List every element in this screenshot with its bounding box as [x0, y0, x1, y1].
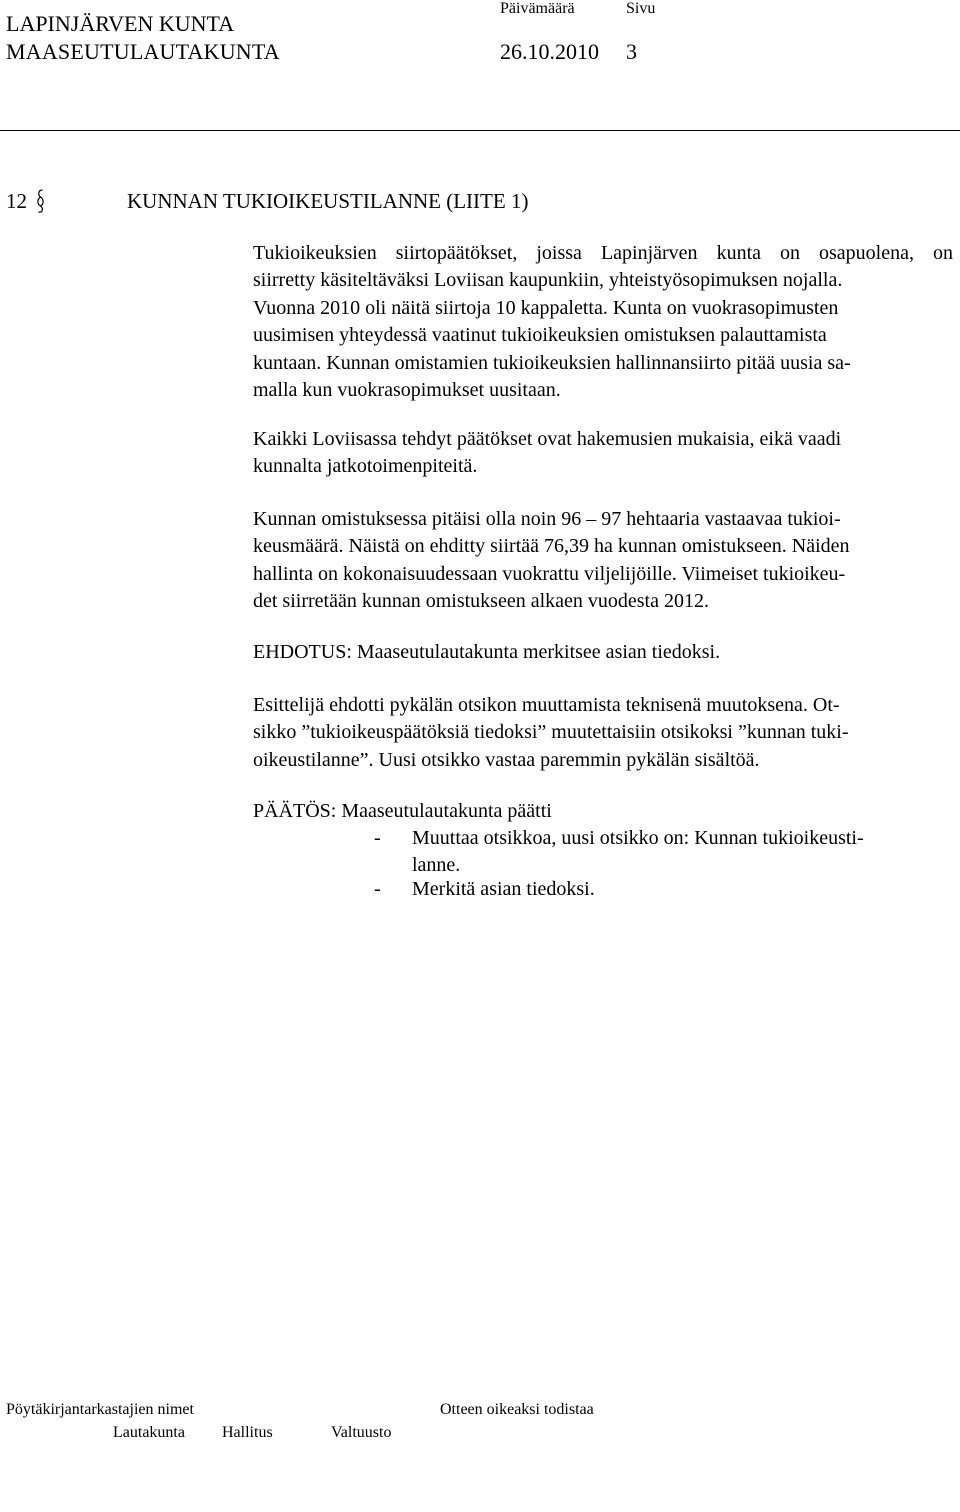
text-line: siirretty käsiteltäväksi Loviisan kaupunkiin, yhteistyösopimuksen nojalla.	[253, 269, 843, 292]
verifiers-label: Pöytäkirjantarkastajien nimet	[6, 1401, 194, 1418]
organization-name: LAPINJÄRVEN KUNTA	[6, 11, 235, 36]
text-line: kuntaan. Kunnan omistamien tukioikeuksien hallinnansiirto pitää uusia sa-	[253, 351, 851, 374]
paragraph-loviisa-decisions	[253, 426, 953, 481]
text-line: Vuonna 2010 oli näitä siirtoja 10 kappaletta. Kunta on vuokrasopimusten	[253, 296, 839, 319]
footer-column-hallitus: Hallitus	[222, 1424, 273, 1441]
footer-column-lautakunta: Lautakunta	[113, 1424, 185, 1441]
document-date: 26.10.2010	[500, 39, 599, 64]
certified-label: Otteen oikeaksi todistaa	[440, 1401, 594, 1418]
text-line: keusmäärä. Näistä on ehditty siirtää 76,39 ha kunnan omistukseen. Näiden	[253, 535, 850, 558]
section-number: 12	[6, 189, 27, 213]
board-name: MAASEUTULAUTAKUNTA	[6, 39, 280, 64]
decision-item-text: Muuttaa otsikkoa, uusi otsikko on: Kunnan tukioikeusti-	[412, 827, 864, 849]
date-label: Päivämäärä	[500, 0, 575, 17]
decision-item-text: Merkitä asian tiedoksi.	[412, 878, 595, 900]
text-line: uusimisen yhteydessä vaatinut tukioikeuksien omistuksen palauttamista	[253, 324, 827, 347]
proposal	[253, 639, 953, 666]
decision-item-text: lanne.	[412, 854, 461, 876]
text-line: hallinta on kokonaisuudessaan vuokrattu viljelijöille. Viimeiset tukioikeu-	[253, 562, 846, 585]
decision-bullet: -	[374, 878, 381, 900]
text-line: kunnalta jatkotoimenpiteitä.	[253, 455, 478, 478]
text-line: oikeustilanne”. Uusi otsikko vastaa paremmin pykälän sisältöä.	[253, 748, 760, 771]
decision-heading	[253, 798, 953, 825]
page-number: 3	[626, 39, 637, 64]
text-line: EHDOTUS: Maaseutulautakunta merkitsee asian tiedoksi.	[253, 641, 721, 663]
paragraph-title-change	[253, 692, 953, 774]
decision-bullet: -	[374, 827, 381, 849]
text-line: malla kun vuokrasopimukset uusitaan.	[253, 379, 561, 402]
header-divider	[0, 130, 960, 131]
section-title: KUNNAN TUKIOIKEUSTILANNE (LIITE 1)	[127, 189, 529, 213]
text-line: det siirretään kunnan omistukseen alkaen vuodesta 2012.	[253, 590, 709, 613]
text-line: Kaikki Loviisassa tehdyt päätökset ovat hakemusien mukaisia, eikä vaadi	[253, 428, 842, 450]
footer-column-valtuusto: Valtuusto	[331, 1424, 392, 1441]
paragraph-transfers	[253, 240, 953, 404]
text-line: Tukioikeuksien siirtopäätökset, joissa Lapinjärven kunta on osapuolena, on	[253, 242, 953, 264]
text-line: sikko ”tukioikeuspäätöksiä tiedoksi” muutettaisiin otsikoksi ”kunnan tuki-	[253, 721, 849, 744]
text-line: PÄÄTÖS: Maaseutulautakunta päätti	[253, 800, 552, 822]
paragraph-ownership	[253, 506, 953, 616]
section-sign-icon	[36, 186, 45, 216]
text-line: Esittelijä ehdotti pykälän otsikon muuttamista teknisenä muutoksena. Ot-	[253, 694, 840, 716]
page-label: Sivu	[626, 0, 656, 17]
text-line: Kunnan omistuksessa pitäisi olla noin 96 – 97 hehtaaria vastaavaa tukioi-	[253, 508, 841, 530]
